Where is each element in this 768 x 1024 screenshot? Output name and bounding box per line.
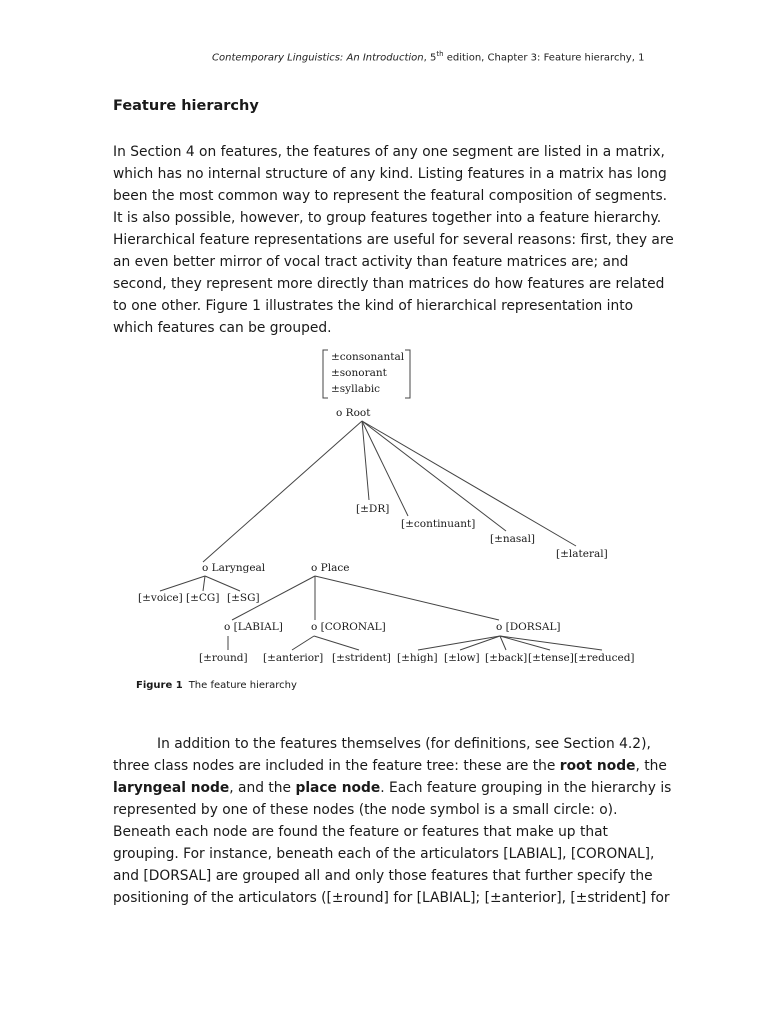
- intro-paragraph: [113, 141, 674, 339]
- feature-low: [±low]: [444, 652, 480, 664]
- feature-tense: [±tense]: [528, 652, 574, 664]
- root-feature-consonantal: ±consonantal: [331, 351, 405, 363]
- root-node: o Root: [336, 407, 371, 419]
- feature-high: [±high]: [397, 652, 438, 664]
- paragraph-line: positioning of the articulators ([±round] for [LABIAL]; [±anterior], [±strident] for: [113, 890, 670, 906]
- edge-root-continuant: [362, 421, 408, 516]
- paragraph-line: In addition to the features themselves (for definitions, see Section 4.2),: [157, 736, 651, 752]
- paragraph-line: second, they represent more directly than matrices do how features are related: [113, 276, 665, 292]
- dorsal-node: o [DORSAL]: [496, 621, 561, 633]
- place-node: o Place: [311, 562, 350, 574]
- edge-laryngeal-voice: [160, 576, 205, 591]
- paragraph-line: an even better mirror of vocal tract activity than feature matrices are; and: [113, 254, 629, 270]
- paragraph-line: [113, 777, 672, 799]
- edge-dorsal-reduced: [500, 636, 602, 650]
- edge-root-lateral: [362, 421, 576, 546]
- text-run: , the: [635, 758, 667, 774]
- caption-text: The feature hierarchy: [188, 680, 297, 691]
- section-title: Feature hierarchy: [113, 98, 259, 114]
- coronal-node: o [CORONAL]: [311, 621, 386, 633]
- paragraph-line: Hierarchical feature representations are useful for several reasons: first, they are: [113, 232, 674, 248]
- edge-coronal-strident: [314, 636, 359, 650]
- edge-root-dr: [362, 421, 369, 500]
- labial-node: o [LABIAL]: [224, 621, 283, 633]
- book-title: Contemporary Linguistics: An Introduction: [212, 52, 424, 64]
- edge-laryngeal-sg: [205, 576, 240, 591]
- feature-anterior: [±anterior]: [263, 652, 324, 664]
- text-run: , and the: [229, 780, 296, 796]
- running-head: [212, 50, 644, 63]
- edge-dorsal-high: [418, 636, 500, 650]
- second-paragraph: [113, 733, 672, 909]
- paragraph-line: been the most common way to represent the featural composition of segments.: [113, 188, 668, 204]
- feature-back: [±back]: [485, 652, 528, 664]
- edge-place-labial: [232, 576, 315, 620]
- feature-strident: [±strident]: [332, 652, 391, 664]
- feature-round: [±round]: [199, 652, 248, 664]
- feature-nasal: [±nasal]: [490, 533, 536, 545]
- feature-continuant: [±continuant]: [401, 518, 476, 530]
- paragraph-line: grouping. For instance, beneath each of the articulators [LABIAL], [CORONAL],: [113, 846, 655, 862]
- paragraph-line: Beneath each node are found the feature or features that make up that: [113, 824, 608, 840]
- term-laryngeal-node: laryngeal node: [113, 780, 230, 796]
- root-feature-syllabic: ±syllabic: [331, 383, 381, 395]
- paragraph-line: represented by one of these nodes (the node symbol is a small circle: o).: [113, 802, 618, 818]
- feature-dr: [±DR]: [356, 503, 390, 515]
- feature-reduced: [±reduced]: [574, 652, 635, 664]
- edge-dorsal-low: [460, 636, 500, 650]
- edge-dorsal-tense: [500, 636, 550, 650]
- paragraph-line: which has no internal structure of any kind. Listing features in a matrix has long: [113, 166, 667, 182]
- edge-dorsal-back: [500, 636, 506, 650]
- feature-cg: [±CG]: [186, 592, 220, 604]
- text-run: three class nodes are included in the feature tree: these are the: [113, 758, 560, 774]
- laryngeal-node: o Laryngeal: [202, 562, 266, 574]
- edition-number: , 5: [423, 52, 437, 64]
- feature-voice: [±voice]: [138, 592, 183, 604]
- paragraph-line: to one other. Figure 1 illustrates the kind of hierarchical representation into: [113, 298, 634, 314]
- feature-sg: [±SG]: [227, 592, 260, 604]
- root-feature-sonorant: ±sonorant: [331, 367, 387, 379]
- feature-lateral: [±lateral]: [556, 548, 608, 560]
- term-place-node: place node: [295, 780, 381, 796]
- text-run: . Each feature grouping in the hierarchy is: [380, 780, 672, 796]
- edge-coronal-anterior: [292, 636, 314, 650]
- figure-caption: [136, 680, 297, 691]
- paragraph-line: In Section 4 on features, the features of any one segment are listed in a matrix,: [113, 144, 665, 160]
- edge-root-nasal: [362, 421, 506, 531]
- edge-laryngeal-cg: [203, 576, 205, 591]
- paragraph-line: [113, 755, 667, 777]
- caption-label: Figure 1: [136, 680, 183, 691]
- paragraph-line: which features can be grouped.: [113, 320, 332, 336]
- bracket-right: [405, 350, 410, 398]
- paragraph-line: and [DORSAL] are grouped all and only those features that further specify the: [113, 868, 653, 884]
- edge-place-dorsal: [315, 576, 499, 620]
- edition-suffix: th: [436, 50, 444, 58]
- edge-root-laryngeal: [203, 421, 362, 562]
- bracket-left: [323, 350, 328, 398]
- chapter-info: edition, Chapter 3: Feature hierarchy, 1: [443, 52, 645, 64]
- term-root-node: root node: [559, 758, 636, 774]
- paragraph-line: It is also possible, however, to group features together into a feature hierarchy.: [113, 210, 662, 226]
